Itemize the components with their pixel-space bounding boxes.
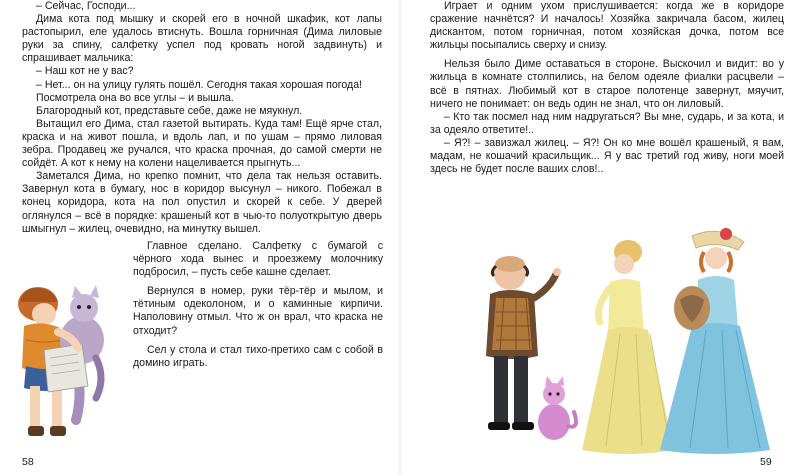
paragraph: Благородный кот, представьте себе, даже не мяукнул. — [36, 104, 303, 117]
paragraph: Нельзя было Диме оставаться в стороне. Выскочил и видит: во у жильца в комнате столпились, на белом одеяле фиалки расцвели – всё в пятнах. Любимый кот в старое полотенце завернут, мяучит, ничего не понимает: он ведь один не знал, что он лиловый. — [430, 58, 784, 110]
paragraph: – Наш кот не у вас? — [36, 65, 134, 78]
paragraph: Играет и одним ухом прислушивается: когда же в коридоре сражение начнётся? И началось! Хозяйка закричала басом, жилец дискантом, потом горничная, потом хозяйская дочка, потом все жильцы посыпались сверху и снизу. — [430, 0, 784, 52]
left-page-narrow-text — [133, 240, 383, 370]
right-page-text — [430, 0, 784, 176]
paragraph: Посмотрела она во все углы – и вышла. — [36, 91, 234, 104]
paragraph: Главное сделано. Салфетку с бумагой с чёрного хода вынес и проезжему молочнику подбросил, – пусть себе кашне сделает. — [133, 240, 383, 279]
page-number: 59 — [760, 456, 772, 468]
boy-with-cat-illustration — [4, 280, 129, 458]
paragraph: – Нет... он на улицу гулять пошёл. Сегодня такая хорошая погода! — [36, 78, 363, 91]
paragraph: Вытащил его Дима, стал газетой вытирать. Куда там! Ещё ярче стал, краска и на живот пошла, и вдоль лап, и по ушам – прямо лиловая зебра. Продавец же ручался, что краска прочная, до самой смерти не сойдёт. А кот к нему на колени нацеливается прыгнуть... — [22, 117, 382, 170]
page-number: 58 — [22, 456, 34, 468]
paragraph: – Сейчас, Господи... — [36, 0, 136, 12]
paragraph: Сел у стола и стал тихо-претихо сам с собой в домино играть. — [133, 343, 383, 369]
left-page-text — [22, 0, 382, 236]
paragraph: Дима кота под мышку и скорей его в ночной шкафик, кот лапы растопырил, еле удалось втиснуть. Вошла горничная (Дима лиловые руки за спину, салфетку успел под кровать ногой задвинуть) и спрашивает мальчика: — [22, 13, 382, 65]
paragraph: – Кто так посмел над ним надругаться? Вы мне, сударь, и за кота, и за одеяло ответите!.. — [430, 110, 784, 136]
paragraph: Вернулся в номер, руки тёр-тёр и мылом, и тётиным одеколоном, и о каминные кирпичи. Наполовину отмыл. Что ж он врал, что краска не отходит? — [133, 285, 383, 337]
right-page — [400, 0, 800, 474]
lodgers-illustration — [460, 222, 790, 458]
paragraph: Заметался Дима, но крепко помнит, что дела так нельзя оставить. Завернул кота в бумагу, нос в коридор высунул – никого. Побежал в конец коридора, кота на пол опустил и скорей к себе. У дверей оглянулся – всё в порядке: крашеный кот в чью-то полуоткрытую дверь шмыгнул – жилец, очевидно, на минутку вышел. — [22, 170, 382, 235]
paragraph: – Я?! – завизжал жилец. – Я?! Он ко мне вошёл крашеный, я вам, мадам, не кошачий красильщик... Я у вас третий год живу, ноги моей здесь не будет после ваших слов!.. — [430, 136, 784, 176]
